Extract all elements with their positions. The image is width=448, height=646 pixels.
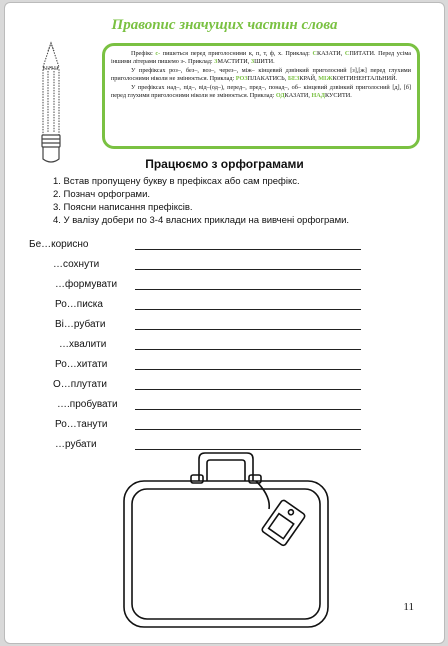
rule-text: Префікс: [131, 50, 156, 57]
word-row: [5, 277, 444, 295]
rule-text: У префіксах роз–, без–, воз–, через–, між– кінцевий дзвінкий приголосний [з],[ж] перед глухими приголосними ніколи не змінюється. Приклад:: [111, 67, 411, 83]
rule-paragraph: [111, 67, 411, 83]
word-prompt: …формувати: [55, 279, 118, 290]
page-number: 11: [403, 601, 414, 613]
answer-line[interactable]: [135, 329, 361, 330]
highlighted-prefix: МІЖ: [318, 75, 333, 83]
rule-text: КАЗАТИ,: [284, 92, 312, 100]
word-row: [5, 397, 444, 415]
highlighted-prefix: ОД: [275, 92, 285, 100]
rule-box: [102, 43, 420, 149]
answer-line[interactable]: [135, 369, 361, 370]
task-item: 3. Поясни написання префіксів.: [53, 202, 193, 213]
word-prompt: Ро…писка: [55, 299, 103, 310]
word-prompt: Ро…хитати: [55, 359, 108, 370]
word-row: [5, 297, 444, 315]
answer-line[interactable]: [135, 409, 361, 410]
highlighted-prefix: С: [344, 50, 350, 57]
answer-line[interactable]: [135, 309, 361, 310]
rule-paragraph: [111, 50, 411, 66]
word-prompt: …сохнути: [53, 259, 100, 270]
rule-text: КОНТИНЕНТАЛЬНИЙ.: [332, 75, 398, 83]
rule-text: ШИТИ.: [254, 58, 275, 66]
word-row: [5, 417, 444, 435]
highlighted-prefix: НАД: [311, 92, 326, 100]
answer-line[interactable]: [135, 349, 361, 350]
rule-text: КРАЙ,: [299, 75, 319, 83]
word-prompt: …рубати: [55, 439, 97, 450]
highlighted-prefix: С: [312, 50, 317, 57]
task-item: 1. Встав пропущену букву в префіксах або сам префікс.: [53, 176, 300, 187]
section-heading: Працюємо з орфограмами: [145, 157, 304, 171]
word-row: [5, 257, 444, 275]
task-item: 2. Познач орфограми.: [53, 189, 151, 200]
answer-line[interactable]: [135, 249, 361, 250]
highlighted-prefix: З: [214, 58, 218, 66]
word-row: [5, 357, 444, 375]
answer-line[interactable]: [135, 389, 361, 390]
answer-line[interactable]: [135, 289, 361, 290]
word-prompt: Бе…корисно: [29, 239, 89, 250]
rule-text: КУСИТИ.: [325, 92, 352, 100]
task-list: [53, 175, 349, 227]
word-prompt: Ві…рубати: [55, 319, 106, 330]
highlighted-prefix: РОЗ: [235, 75, 248, 83]
answer-line[interactable]: [135, 449, 361, 450]
highlighted-prefix: с-: [155, 50, 161, 57]
word-row: [5, 237, 444, 255]
worksheet-page: [4, 2, 445, 644]
rule-text: пишеться перед приголосними к, п, т, ф, х. Приклад:: [160, 50, 313, 57]
rule-paragraph: [111, 84, 411, 100]
word-row: [5, 317, 444, 335]
suitcase-icon[interactable]: [121, 451, 331, 631]
word-prompt: …хвалити: [59, 339, 107, 350]
answer-line[interactable]: [135, 429, 361, 430]
task-item: 4. У валізу добери по 3-4 власних приклади на вивчені орфограми.: [53, 215, 350, 226]
page-title: Правопис значущих частин слова: [111, 17, 338, 33]
word-prompt: О…плутати: [53, 379, 108, 390]
rule-text: МАСТИТИ,: [217, 58, 251, 66]
word-row: [5, 377, 444, 395]
rule-text: КАЗАТИ,: [316, 50, 345, 57]
rule-text: ПЛАКАТИСЬ,: [247, 75, 288, 83]
highlighted-prefix: БЕЗ: [287, 75, 300, 83]
answer-line[interactable]: [135, 269, 361, 270]
rule-text: ПИТАТИ. Перед усіма іншими літерами пишемо з-. Приклад:: [111, 50, 411, 66]
word-prompt: ….пробувати: [57, 399, 118, 410]
word-prompt: Ро…танути: [55, 419, 108, 430]
word-row: [5, 337, 444, 355]
highlighted-prefix: З: [250, 58, 255, 66]
rule-text: У префіксах над–, під–, від–(од–), перед–, пред–, понад–, об– кінцевий дзвінкий приголосний [д], [б] перед глухими приголосними ніколи не змінюється. Приклад:: [111, 84, 411, 100]
pencil-icon: [33, 39, 69, 167]
